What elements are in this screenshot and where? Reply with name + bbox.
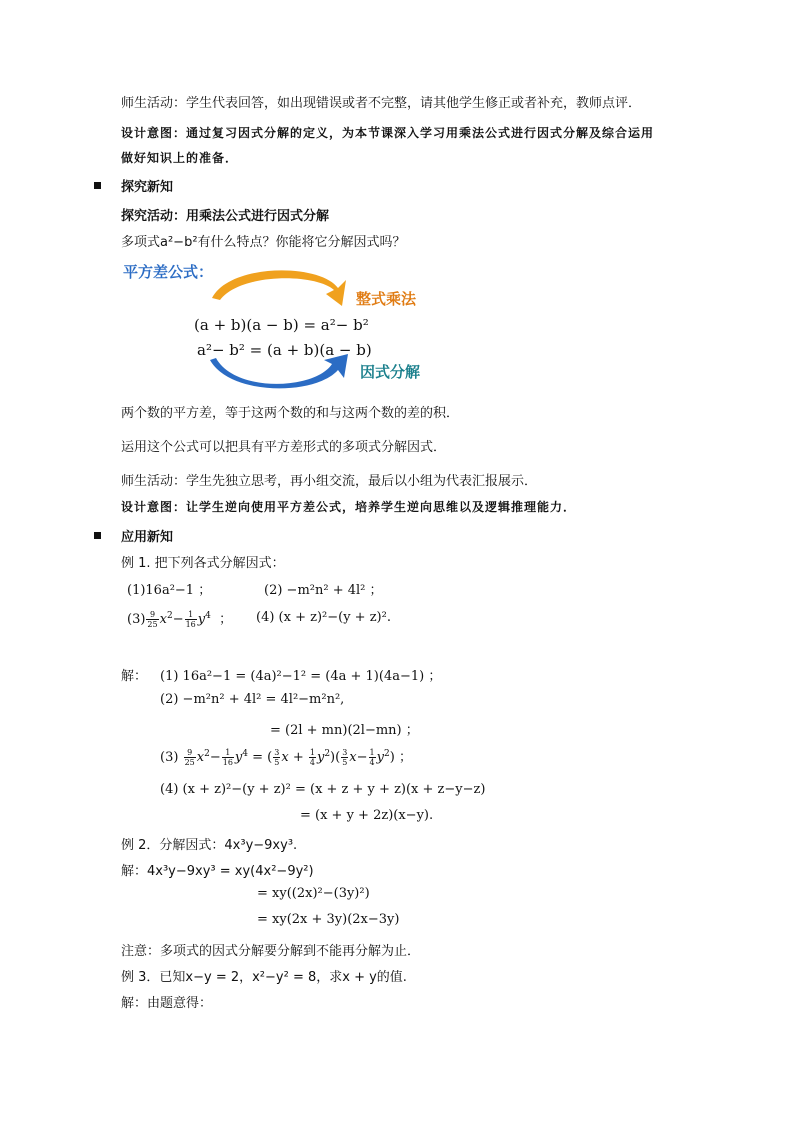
problem-3-prefix: (3) — [127, 612, 146, 627]
solution-2b: = (2l + mn)(2l−mn) ； — [270, 723, 419, 738]
fraction-1-4: $\frac{1}{4}$ — [309, 748, 315, 767]
example-3-title: 例 3．已知x−y = 2，x²−y² = 8，求x + y的值. — [121, 970, 407, 985]
section-bullet-apply — [94, 532, 101, 539]
design-label: 设计意图： — [121, 126, 187, 140]
note: 注意：多项式的因式分解要分解到不能再分解为止． — [121, 944, 421, 959]
question-text: 多项式a²−b²有什么特点？你能将它分解因式吗？ — [121, 235, 406, 250]
teacher-student-activity-2: 师生活动：学生先独立思考，再小组交流，最后以小组为代表汇报展示． — [121, 474, 538, 489]
design-text: 让学生逆向使用平方差公式，培养学生逆向思维以及逻辑推理能力． — [186, 500, 577, 514]
fraction-1-16: $\frac{1}{16}$ — [185, 610, 196, 629]
formula-line-1: (a + b)(a − b) = a²− b² — [194, 316, 369, 334]
label-factorization: 因式分解 — [360, 363, 421, 381]
design-text: 通过复习因式分解的定义，为本节课深入学习用乘法公式进行因式分解及综合运用 — [186, 126, 655, 140]
example-3-solution: 解：由题意得： — [121, 996, 213, 1011]
example-2-title: 例 2．分解因式：4x³y−9xy³. — [121, 838, 298, 853]
statement-difference-of-squares: 两个数的平方差，等于这两个数的和与这两个数的差的积． — [121, 406, 460, 421]
label-polynomial-multiplication: 整式乘法 — [356, 290, 417, 308]
problem-2: (2) −m²n² + 4l² ； — [264, 583, 383, 598]
fraction-3-5: $\frac{3}{5}$ — [342, 748, 348, 767]
fraction-1-16: $\frac{1}{16}$ — [222, 748, 233, 767]
section-heading-explore: 探究新知 — [121, 180, 174, 195]
fraction-3-5: $\frac{3}{5}$ — [274, 748, 280, 767]
example-1-title: 例 1. 把下列各式分解因式： — [121, 556, 285, 571]
problem-3: (3) $\frac{9}{25}$ $x^2-$ $\frac{1}{16}$ $y^4$ ； — [127, 610, 233, 629]
section-bullet-explore — [94, 182, 101, 189]
section-heading-apply: 应用新知 — [121, 530, 174, 545]
solution-3-suffix: ； — [398, 750, 412, 765]
activity-title: 探究活动：用乘法公式进行因式分解 — [121, 209, 330, 224]
example-2-line-1: 解：4x³y−9xy³ = xy(4x²−9y²) — [121, 864, 314, 879]
design-intent-2 — [121, 498, 576, 515]
fraction-1-4: $\frac{1}{4}$ — [369, 748, 375, 767]
problem-1: (1)16a²−1 ； — [127, 583, 212, 598]
design-intent-1-cont: 做好知识上的准备． — [121, 151, 239, 165]
solution-1: (1) 16a²−1 = (4a)²−1² = (4a + 1)(4a−1) ； — [160, 669, 442, 684]
problem-4: (4) (x + z)²−(y + z)². — [256, 610, 391, 625]
example-2-line-3: = xy(2x + 3y)(2x−3y) — [257, 912, 400, 927]
solution-2a: (2) −m²n² + 4l² = 4l²−m²n², — [160, 692, 345, 707]
problem-3-suffix: ； — [219, 612, 233, 627]
design-label: 设计意图： — [121, 500, 187, 514]
solution-4b: = (x + y + 2z)(x−y). — [300, 808, 434, 823]
top-arrow-icon — [212, 270, 346, 306]
fraction-9-25: $\frac{9}{25}$ — [184, 748, 195, 767]
solution-3-prefix: (3) — [160, 750, 179, 765]
design-intent-1 — [121, 124, 654, 141]
teacher-student-activity-1: 师生活动：学生代表回答，如出现错误或者不完整，请其他学生修正或者补充，教师点评． — [121, 96, 642, 111]
formula-diagram — [120, 258, 440, 393]
bottom-arrow-icon — [210, 354, 348, 388]
fraction-9-25: $\frac{9}{25}$ — [147, 610, 158, 629]
example-2-line-2: = xy((2x)²−(3y)²) — [257, 886, 370, 901]
solution-4a: (4) (x + z)²−(y + z)² = (x + z + y + z)(x + z−y−z) — [160, 782, 486, 797]
formula-line-2: a²− b² = (a + b)(a − b) — [197, 341, 372, 359]
solution-label: 解： — [121, 669, 148, 684]
solution-3: (3) $\frac{9}{25}$ $x^2-$ $\frac{1}{16}$ $y^4$ = ( $\frac{3}{5}$ x + $\frac{1}{4}$ $y^2$)( $\frac{3}{5}$ x− $\frac{1}{4}$ $y^2$) ； — [160, 748, 412, 767]
statement-application: 运用这个公式可以把具有平方差形式的多项式分解因式． — [121, 440, 447, 455]
formula-title: 平方差公式： — [123, 263, 214, 281]
